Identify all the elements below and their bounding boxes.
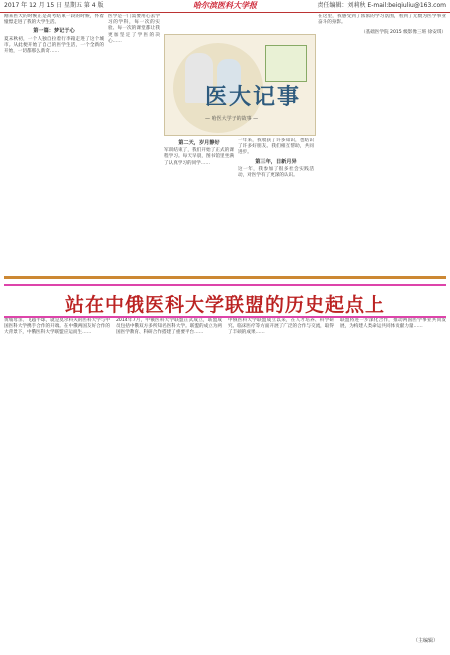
headline-title: 站在中俄医科大学联盟的历史起点上 (64, 294, 385, 316)
header-editor: 责任编辑：刘莉秋 E-mail:beiqiuliu@163.com (317, 2, 446, 9)
section-3-text: 这一年，我参加了很多社会实践活动，对医学有了更深的认识。 (238, 166, 314, 179)
upper-article (4, 14, 446, 274)
lower-signature: （主编辑） (412, 638, 438, 644)
section-heading-3: 第三年，日新月异 (255, 158, 297, 165)
section-divider (4, 276, 446, 279)
header-date: 2017 年 12 月 15 日 星期五 第 4 版 (4, 2, 104, 9)
headline-banner (4, 284, 446, 318)
section-heading-1: 第一篇：梦记于心 (33, 28, 75, 35)
newspaper-title: 哈尔滨医科大学报 (193, 1, 257, 10)
lower-col-2: 2014年7月，中俄医科大学联盟正式成立，联盟成员包括中俄双方多所知名医科大学。联盟的成立为两国医学教育、科研合作搭建了重要平台…… (116, 318, 222, 336)
illustration-subtitle: — 哈医大学子的故事 — (205, 116, 259, 122)
col2-text: 医学是一门需要用心去学习的学科，每一次的实验、每一次的课堂都让我更加坚定了学医的决心…… (108, 14, 160, 44)
upper-col-2 (108, 14, 160, 272)
upper-col-3b (238, 138, 314, 272)
upper-col-1 (4, 14, 104, 272)
col3-text: 一年来，我收获了许多知识，也结识了许多好朋友。我们相互帮助，共同进步。 (238, 138, 314, 156)
page-header (0, 0, 450, 13)
lower-col-1: 黄埔母亲、飞越半球，就是莫尔科夫的医科大学与中国医科大学携手合作的开端。在中俄两国友好合作的大背景下，中俄医科大学联盟应运而生…… (4, 318, 110, 336)
lower-col-4: 联盟将进一步深化合作，推动两国医学事业共同发展，为构建人类命运共同体贡献力量…… (340, 318, 446, 330)
upper-col-3a (164, 138, 234, 272)
col4-text: 在这里，我感受到了浓浓的学习氛围，看到了无数为医学事业奋斗的身影。 (318, 14, 446, 26)
article-illustration (164, 34, 316, 136)
illustration-title: 医大记事 (205, 84, 302, 110)
intro-text: 刚来医大的时候正是高考结束一段的时候，怀着憧憬走进了我的大学生活。 (4, 14, 104, 26)
section-heading-2: 第二天，岁月静好 (178, 140, 220, 146)
section-2-text: 军训结束了，我们开始了正式的课程学习。每天早晨，图书馆里坐满了认真学习的同学…… (164, 148, 234, 166)
framed-picture (265, 45, 307, 82)
lower-col-3: 中俄医科大学联盟成立以来，在人才培养、科学研究、临床医疗等方面开展了广泛的合作与交流，取得了丰硕的成果…… (228, 318, 334, 336)
section-1-text: 夏末秋初，一个人独自拉着行李箱走进了这个城市。从此便开始了自己的医学生活，一个全新的开始，一切都那么新奇…… (4, 36, 104, 55)
upper-col-4 (318, 14, 446, 272)
author-signature: （基础医学院 2015 级影像三班 徐安琪） (361, 30, 446, 36)
lower-article (4, 318, 446, 650)
